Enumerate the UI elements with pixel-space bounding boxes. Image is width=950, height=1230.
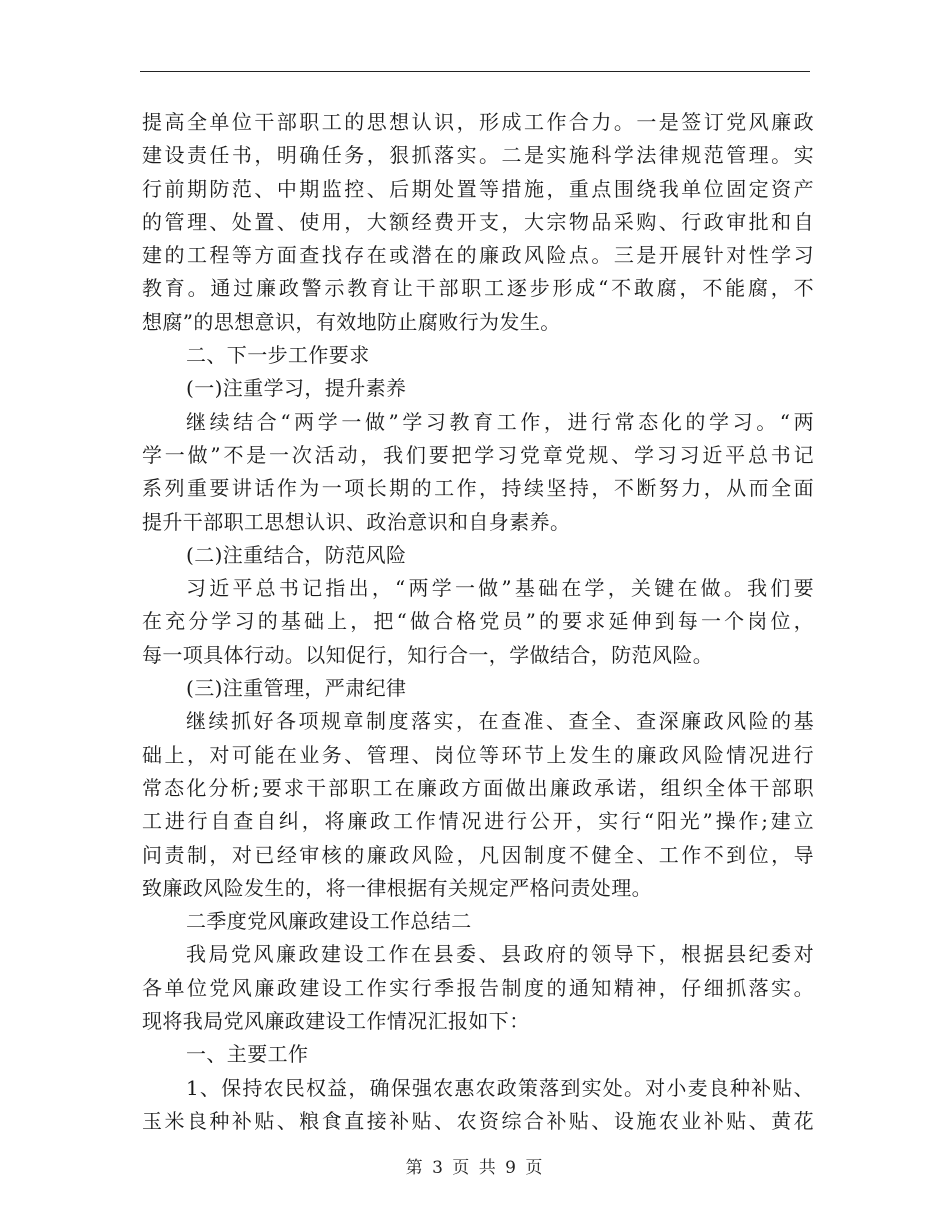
text-line: 行前期防范、中期监控、后期处置等措施，重点围绕我单位固定资产 [142,176,814,201]
text-line: 继续结合“两学一做”学习教育工作，进行常态化的学习。“两 [186,409,814,434]
text-line: 二、下一步工作要求 [186,343,370,368]
text-line: (一)注重学习，提升素养 [186,376,407,401]
text-line: 玉米良种补贴、粮食直接补贴、农资综合补贴、设施农业补贴、黄花 [142,1108,814,1133]
text-line: 系列重要讲话作为一项长期的工作，持续坚持，不断努力，从而全面 [142,476,814,501]
text-line: 问责制，对已经审核的廉政风险，凡因制度不健全、工作不到位，导 [142,842,814,867]
text-line: 习近平总书记指出，“两学一做”基础在学，关键在做。我们要 [186,576,814,601]
text-line: 工进行自查自纠，将廉政工作情况进行公开，实行“阳光”操作;建立 [142,809,814,834]
text-line: 二季度党风廉政建设工作总结二 [186,909,472,934]
text-line: (二)注重结合，防范风险 [186,542,407,567]
text-line: 教育。通过廉政警示教育让干部职工逐步形成“不敢腐，不能腐，不 [142,276,814,301]
header-rule [140,71,810,72]
text-line: 继续抓好各项规章制度落实，在查准、查全、查深廉政风险的基 [186,709,814,734]
text-line: 现将我局党风廉政建设工作情况汇报如下： [142,1009,530,1034]
text-line: 每一项具体行动。以知促行，知行合一，学做结合，防范风险。 [142,642,714,667]
text-line: (三)注重管理，严肃纪律 [186,676,407,701]
text-line: 的管理、处置、使用，大额经费开支，大宗物品采购、行政审批和自 [142,209,814,234]
text-line: 各单位党风廉政建设工作实行季报告制度的通知精神，仔细抓落实。 [142,975,814,1000]
text-line: 学一做”不是一次活动，我们要把学习党章党规、学习习近平总书记 [142,442,814,467]
document-body [142,106,814,1138]
text-line: 常态化分析;要求干部职工在廉政方面做出廉政承诺，组织全体干部职 [142,775,814,800]
text-line: 在充分学习的基础上，把“做合格党员”的要求延伸到每一个岗位， [142,609,814,634]
text-line: 础上，对可能在业务、管理、岗位等环节上发生的廉政风险情况进行 [142,742,814,767]
text-line: 建的工程等方面查找存在或潜在的廉政风险点。三是开展针对性学习 [142,243,814,268]
text-line: 1、保持农民权益，确保强农惠农政策落到实处。对小麦良种补贴、 [186,1075,814,1100]
text-line: 一、主要工作 [186,1042,309,1067]
text-line: 提高全单位干部职工的思想认识，形成工作合力。一是签订党风廉政 [142,110,814,134]
text-line: 致廉政风险发生的，将一律根据有关规定严格问责处理。 [142,875,652,900]
text-line: 想腐”的思想意识，有效地防止腐败行为发生。 [142,309,561,334]
text-line: 我局党风廉政建设工作在县委、县政府的领导下，根据县纪委对 [186,942,814,967]
page-number: 第 3 页 共 9 页 [405,1158,545,1178]
text-line: 提升干部职工思想认识、政治意识和自身素养。 [142,509,571,534]
text-line: 建设责任书，明确任务，狠抓落实。二是实施科学法律规范管理。实 [142,143,814,168]
